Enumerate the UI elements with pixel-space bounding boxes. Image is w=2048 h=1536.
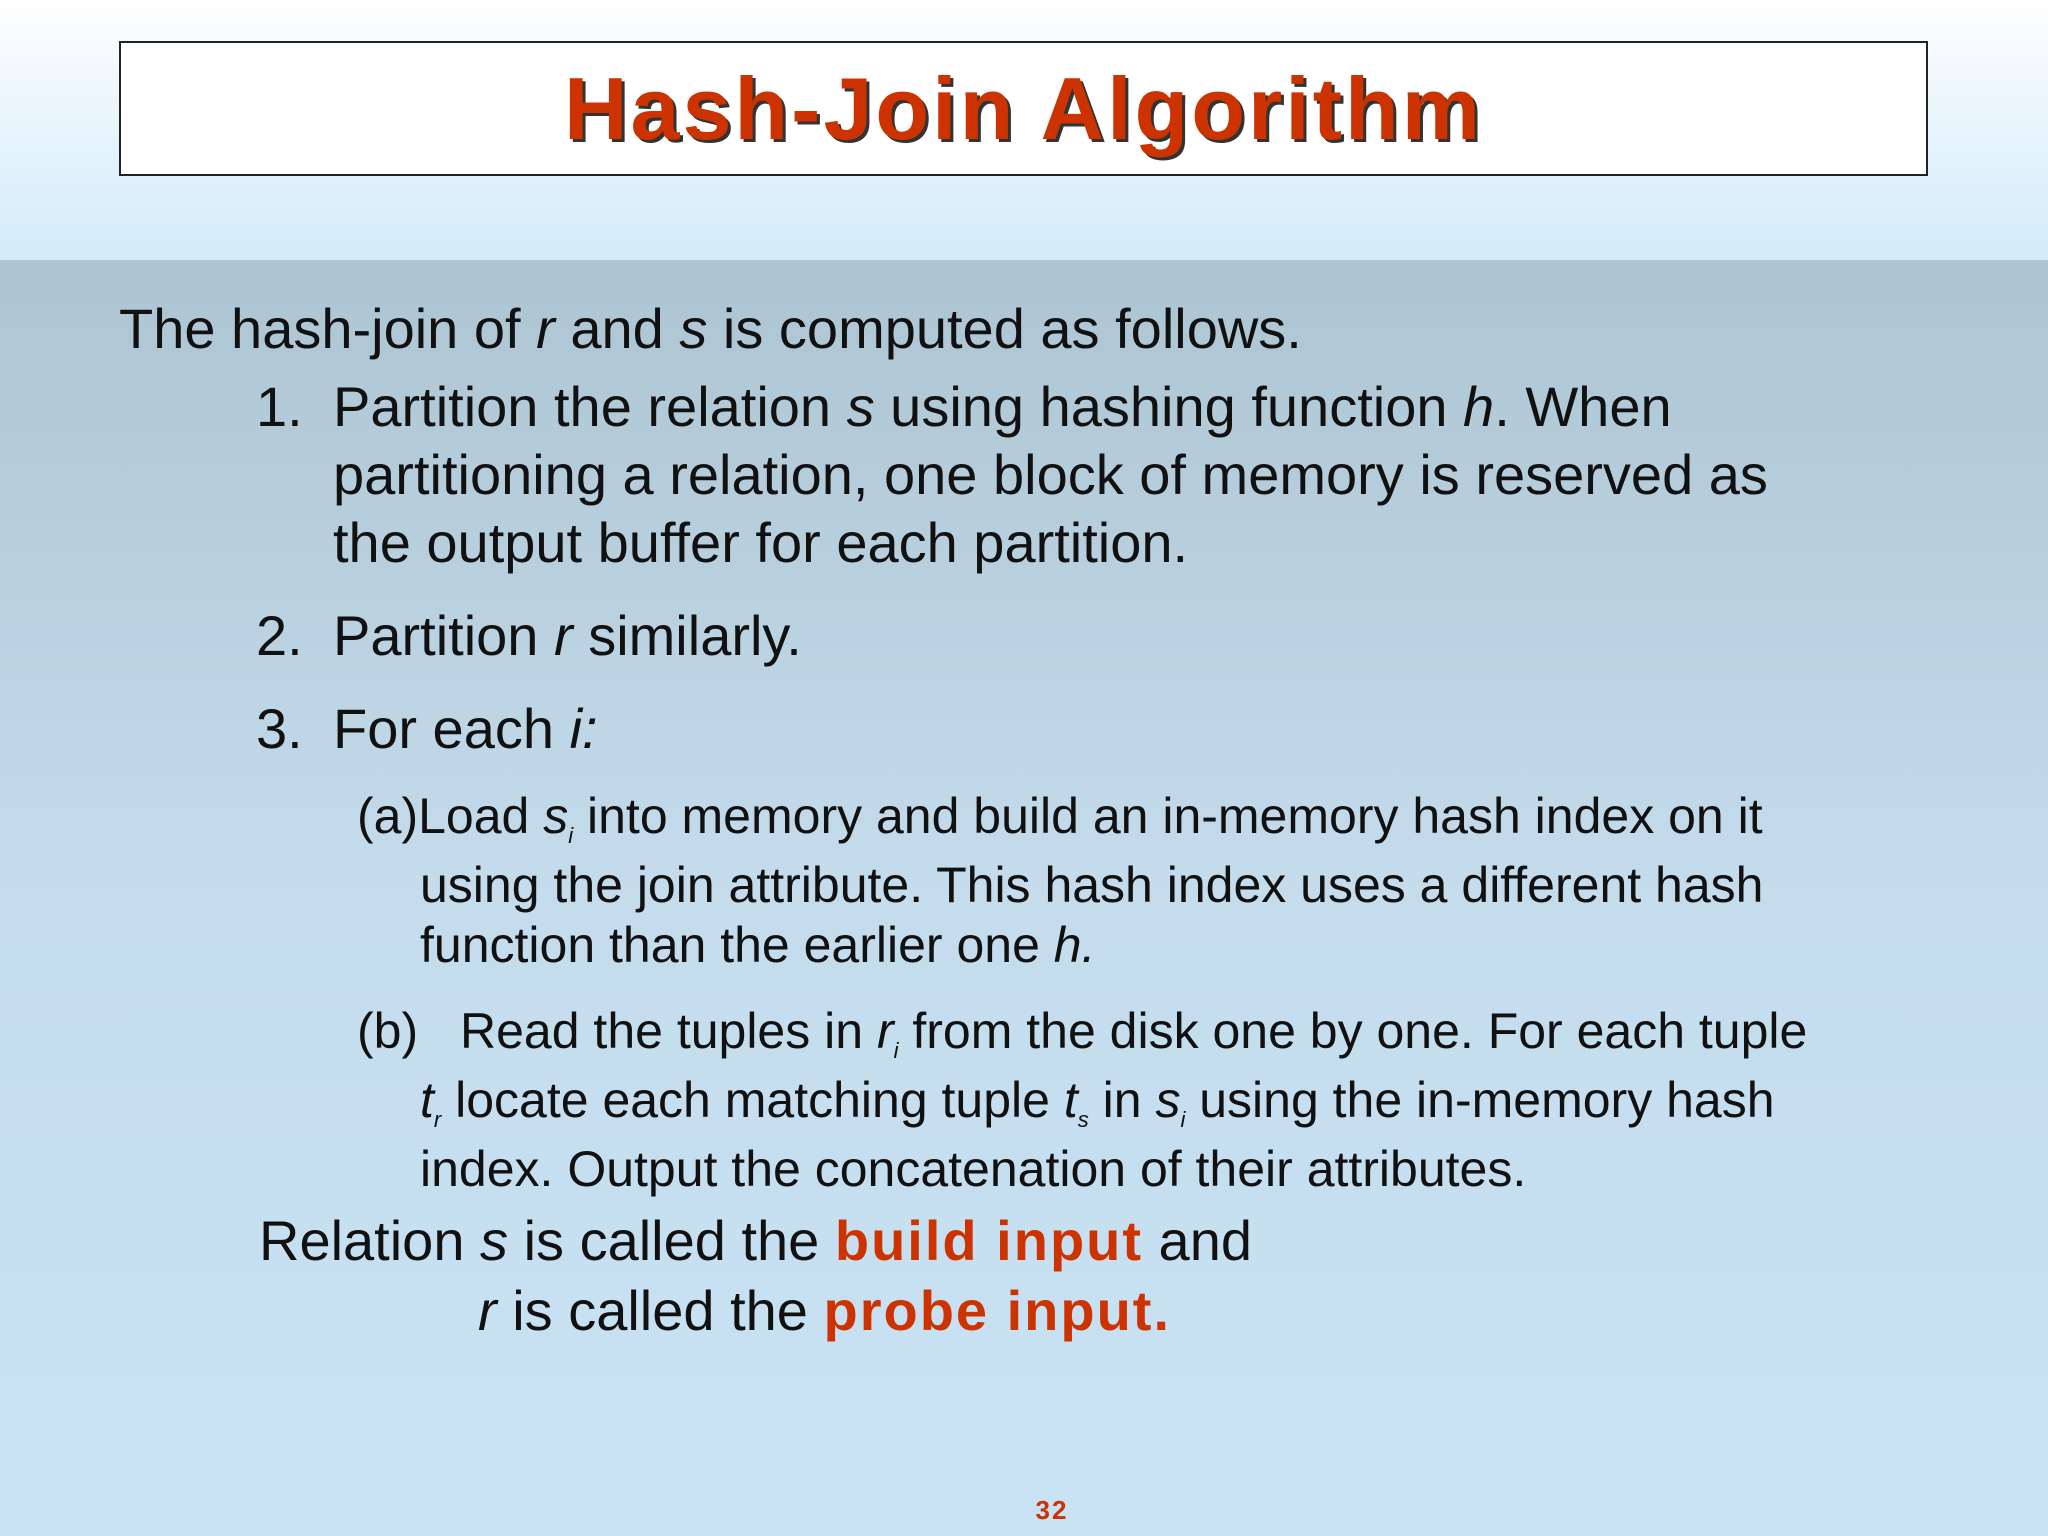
stepa-line2: using the join attribute. This hash index uses a different hash [420,857,1764,913]
closing-var-s: s [480,1209,509,1272]
closing-text-3: and [1143,1209,1252,1272]
step3-text-1: For each [333,697,570,760]
stepb-sub-r: r [433,1107,442,1132]
stepa-label: (a) [357,788,419,844]
step2-text-1: Partition [333,604,554,667]
stepb-sub-s: s [1077,1107,1089,1132]
title-box [119,41,1928,176]
intro-text-2: and [554,297,680,360]
intro-text-3: is computed as follows. [707,297,1302,360]
stepb-text-2: from the disk one by one. For each tuple [898,1003,1808,1059]
stepb-line1 [460,1002,1808,1063]
step1-var-s: s [846,375,875,438]
step1-text-3: . When [1494,375,1672,438]
closing-text-4: is called the [496,1279,824,1342]
stepa-var-h: h. [1053,917,1096,973]
stepb-label: (b) [357,1003,419,1059]
closing-text-1: Relation [259,1209,481,1272]
stepb-var-r: r [876,1003,894,1059]
step2-number: 2. [256,604,303,667]
closing-line1 [259,1208,1252,1273]
stepa-line3 [420,916,1095,974]
step3-var-i: i: [569,697,598,760]
stepa-text-1: Load [418,788,544,844]
stepa-var-s: s [543,788,569,844]
step2-line [333,603,802,668]
closing-var-r: r [478,1279,497,1342]
stepb-var-t2: t [1063,1072,1078,1128]
stepb-sub-i: i [893,1038,899,1063]
stepb-line2 [420,1071,1775,1132]
stepa-sub-i: i [568,823,574,848]
step1-line3: the output buffer for each partition. [333,511,1189,574]
closing-text-2: is called the [508,1209,835,1272]
stepb-sub-i2: i [1180,1107,1186,1132]
step1-number: 1. [256,375,303,438]
step2-var-r: r [554,604,573,667]
step1-var-h: h [1463,375,1495,438]
step2-text-2: similarly. [572,604,802,667]
intro-line [119,296,1302,361]
stepb-text-5: using the in-memory hash [1185,1072,1775,1128]
stepb-text-4: in [1088,1072,1156,1128]
stepa-text-3: function than the earlier one [420,917,1054,973]
stepa-text-2: into memory and build an in-memory hash index on it [573,788,1763,844]
step1-text-2: using hashing function [874,375,1464,438]
intro-var-r: r [536,297,555,360]
step3-number: 3. [256,697,303,760]
probe-input-highlight: probe input. [823,1279,1172,1342]
stepb-var-s: s [1155,1072,1181,1128]
step1-line1 [333,374,1672,439]
stepb-line3: index. Output the concatenation of their attributes. [420,1141,1527,1197]
build-input-highlight: build input [834,1209,1143,1272]
stepb-var-t: t [420,1072,434,1128]
slide-title: Hash-Join Algorithm [563,58,1484,158]
page-number: 32 [1035,1495,1069,1525]
stepa-line1 [357,787,1763,848]
step1-text-1: Partition the relation [333,375,847,438]
step3-line [333,696,598,761]
step1-line2: partitioning a relation, one block of memory is reserved as [333,443,1768,506]
intro-var-s: s [679,297,708,360]
stepb-text-1: Read the tuples in [460,1003,877,1059]
closing-line2 [478,1278,1171,1343]
intro-text-1: The hash-join of [119,297,537,360]
stepb-text-3: locate each matching tuple [441,1072,1064,1128]
